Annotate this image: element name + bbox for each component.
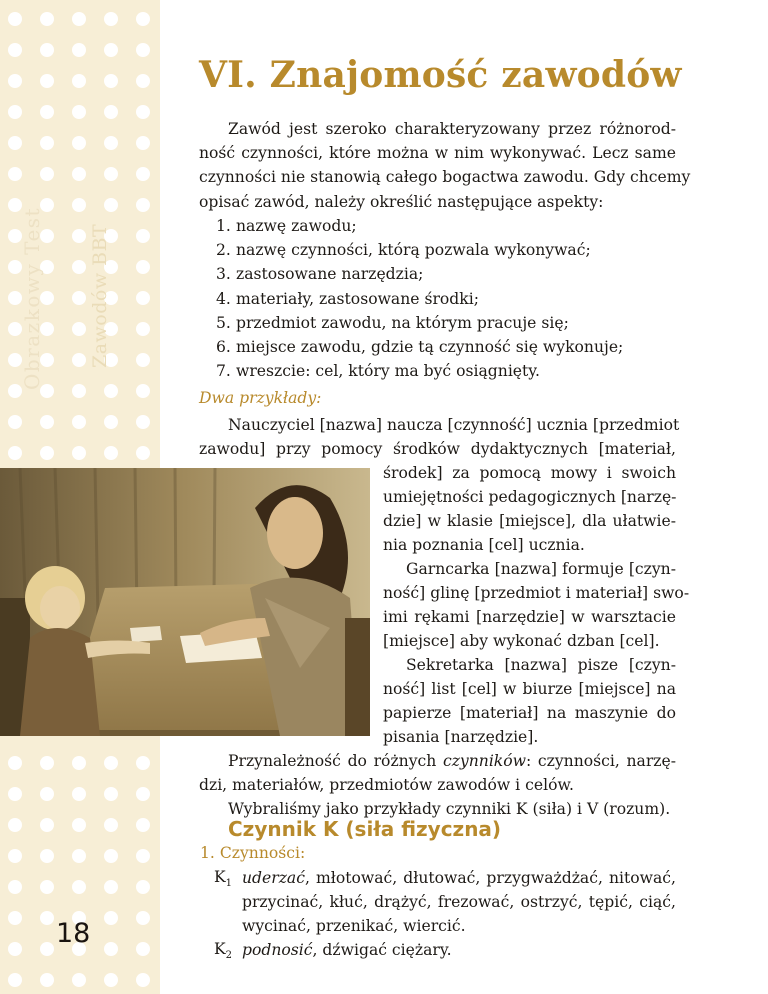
hole-dot <box>8 880 22 894</box>
hole-dot <box>40 818 54 832</box>
hole-dot <box>136 260 150 274</box>
hole-dot <box>40 942 54 956</box>
example-line: środek] za pomocą mowy i swoich <box>383 464 676 482</box>
hole-dot <box>40 849 54 863</box>
k2-line <box>242 938 676 962</box>
factor-subscript: 2 <box>225 950 233 962</box>
list-text: zastosowane narzędzia; <box>236 265 424 284</box>
hole-dot <box>104 198 118 212</box>
page-number: 18 <box>56 918 91 949</box>
hole-dot <box>8 973 22 987</box>
hole-dot <box>8 167 22 181</box>
hole-dot <box>8 12 22 26</box>
hole-dot <box>104 12 118 26</box>
list-number: 7. <box>216 362 231 381</box>
hole-dot <box>104 43 118 57</box>
hole-dot <box>136 818 150 832</box>
hole-dot <box>136 198 150 212</box>
hole-dot <box>8 74 22 88</box>
list-text: wreszcie: cel, który ma być osiągnięty. <box>236 362 540 381</box>
teacher-child-photo <box>0 468 370 736</box>
hole-dot <box>136 756 150 770</box>
hole-dot <box>40 105 54 119</box>
hole-dot <box>104 105 118 119</box>
hole-dot <box>136 787 150 801</box>
list-number: 4. <box>216 289 231 308</box>
hole-dot <box>8 911 22 925</box>
text-run: , dźwigać ciężary. <box>312 941 452 959</box>
example-line: Wybraliśmy jako przykłady czynniki K (siła) i V (rozum). <box>228 800 671 818</box>
hole-dot <box>8 43 22 57</box>
list-text: materiały, zastosowane środki; <box>236 289 479 308</box>
series-title-vertical: Obrazkowy Test <box>20 206 44 390</box>
list-number: 1. <box>216 217 231 235</box>
emphasis-text: uderzać <box>242 869 305 887</box>
hole-dot <box>104 818 118 832</box>
section-title: Czynnik K (siła fizyczna) <box>228 817 502 841</box>
example-line: nia poznania [cel] ucznia. <box>383 536 585 554</box>
hole-dot <box>104 167 118 181</box>
example-line: dzie] w klasie [miejsce], dla ułatwie- <box>383 512 676 530</box>
list-item <box>199 238 623 262</box>
hole-dot <box>136 74 150 88</box>
example-line: imi rękami [narzędzie] w warsztacie <box>383 608 676 626</box>
example-line: dzi, materiałów, przedmiotów zawodów i celów. <box>199 776 574 794</box>
hole-dot <box>8 446 22 460</box>
hole-dot <box>40 74 54 88</box>
hole-dot <box>136 973 150 987</box>
chapter-title: VI. Znajomość zawodów <box>199 54 682 96</box>
example-line: Garncarka [nazwa] formuje [czyn- <box>406 560 676 578</box>
hole-dot <box>72 756 86 770</box>
series-subtitle-vertical: Zawodów BBT <box>89 223 111 368</box>
hole-dot <box>136 105 150 119</box>
example-line: ność] list [cel] w biurze [miejsce] na <box>383 680 676 698</box>
example-line: ność] glinę [przedmiot i materiał] swo- <box>383 584 690 602</box>
factor-label-k2 <box>214 940 232 961</box>
hole-dot <box>136 322 150 336</box>
example-line: Nauczyciel [nazwa] naucza [czynność] ucznia [przedmiot <box>228 416 680 434</box>
hole-dot <box>136 942 150 956</box>
list-text: przedmiot zawodu, na którym pracuje się; <box>236 313 569 332</box>
hole-dot <box>72 973 86 987</box>
example-line: [miejsce] aby wykonać dzban [cel]. <box>383 632 660 650</box>
hole-dot <box>104 787 118 801</box>
hole-dot <box>40 415 54 429</box>
hole-dot <box>40 880 54 894</box>
hole-dot <box>104 136 118 150</box>
list-number: 6. <box>216 338 231 357</box>
example-line: umiejętności pedagogicznych [narzę- <box>383 488 677 506</box>
list-item <box>199 287 623 311</box>
hole-dot <box>104 973 118 987</box>
hole-dot <box>136 12 150 26</box>
example-line: Sekretarka [nazwa] pisze [czyn- <box>406 656 676 674</box>
list-item <box>199 335 623 359</box>
hole-dot <box>72 198 86 212</box>
hole-dot <box>72 415 86 429</box>
hole-dot <box>40 911 54 925</box>
hole-dot <box>40 136 54 150</box>
examples-heading: Dwa przykłady: <box>199 389 322 407</box>
example-line: papierze [materiał] na maszynie do <box>383 704 676 722</box>
text-run: Przynależność do różnych <box>228 752 443 770</box>
hole-dot <box>72 291 86 305</box>
text-run: , młotować, dłutować, przygważdżać, nitować, <box>304 869 676 887</box>
hole-dot <box>136 880 150 894</box>
hole-dot <box>104 415 118 429</box>
hole-dot <box>72 818 86 832</box>
hole-dot <box>136 911 150 925</box>
hole-dot <box>104 849 118 863</box>
factor-letter: K <box>214 940 226 958</box>
intro-line: czynności nie stanowią całego bogactwa zawodu. Gdy chcemy <box>199 168 691 187</box>
intro-line: ność czynności, które można w nim wykonywać. Lecz same <box>199 144 676 163</box>
hole-dot <box>72 446 86 460</box>
example-line <box>228 749 676 773</box>
hole-dot <box>136 353 150 367</box>
list-item <box>199 359 623 383</box>
list-text: nazwę czynności, którą pozwala wykonywać; <box>236 241 591 260</box>
hole-dot <box>104 911 118 925</box>
factor-label-k1 <box>214 868 232 889</box>
text-run: : czynności, narzę- <box>526 752 676 770</box>
hole-dot <box>40 12 54 26</box>
hole-dot <box>136 229 150 243</box>
list-item <box>199 214 623 238</box>
list-number: 3. <box>216 265 231 284</box>
hole-dot <box>136 446 150 460</box>
hole-dot <box>136 43 150 57</box>
list-text: nazwę zawodu; <box>236 217 357 235</box>
hole-dot <box>104 384 118 398</box>
factor-subscript: 1 <box>225 878 233 890</box>
k1-line: wycinać, przenikać, wiercić. <box>242 917 466 935</box>
hole-dot <box>136 849 150 863</box>
hole-dot <box>8 818 22 832</box>
hole-dot <box>72 12 86 26</box>
list-item <box>199 262 623 286</box>
list-item <box>199 311 623 335</box>
list-number: 5. <box>216 313 231 332</box>
hole-dot <box>136 384 150 398</box>
hole-dot <box>8 942 22 956</box>
aspects-list <box>199 214 623 383</box>
hole-dot <box>8 415 22 429</box>
hole-dot <box>136 291 150 305</box>
hole-dot <box>40 787 54 801</box>
example-line: pisania [narzędzie]. <box>383 728 539 746</box>
example-line: zawodu] przy pomocy środków dydaktycznych [materiał, <box>199 440 676 458</box>
activities-label: 1. Czynności: <box>200 844 306 862</box>
hole-dot <box>8 849 22 863</box>
hole-dot <box>8 136 22 150</box>
hole-dot <box>72 353 86 367</box>
list-text: miejsce zawodu, gdzie tą czynność się wykonuje; <box>236 338 624 357</box>
hole-dot <box>40 973 54 987</box>
hole-dot <box>72 787 86 801</box>
hole-dot <box>40 43 54 57</box>
list-number: 2. <box>216 241 231 260</box>
hole-dot <box>8 756 22 770</box>
intro-paragraph <box>199 117 691 214</box>
hole-dot <box>136 415 150 429</box>
hole-dot <box>136 167 150 181</box>
hole-dot <box>8 787 22 801</box>
k1-line: przycinać, kłuć, drążyć, frezować, ostrzyć, tępić, ciąć, <box>242 893 676 911</box>
factor-letter: K <box>214 868 226 886</box>
hole-dot <box>40 446 54 460</box>
hole-dot <box>72 849 86 863</box>
hole-dot <box>72 322 86 336</box>
hole-dot <box>72 167 86 181</box>
emphasis-text: podnosić <box>242 941 313 959</box>
hole-dot <box>8 105 22 119</box>
hole-dot <box>104 74 118 88</box>
hole-dot <box>72 384 86 398</box>
k1-line <box>242 866 676 890</box>
hole-dot <box>72 105 86 119</box>
hole-dot <box>104 942 118 956</box>
hole-dot <box>40 756 54 770</box>
hole-dot <box>104 756 118 770</box>
hole-dot <box>136 136 150 150</box>
hole-dot <box>72 136 86 150</box>
intro-line: opisać zawód, należy określić następujące aspekty: <box>199 192 604 211</box>
hole-dot <box>40 167 54 181</box>
hole-dot <box>72 260 86 274</box>
hole-dot <box>72 43 86 57</box>
hole-dot <box>72 880 86 894</box>
intro-line: Zawód jest szeroko charakteryzowany przez różnorod- <box>228 120 676 138</box>
hole-dot <box>72 229 86 243</box>
hole-dot <box>104 880 118 894</box>
emphasis-text: czynników <box>442 752 526 770</box>
hole-dot <box>72 74 86 88</box>
hole-dot <box>104 446 118 460</box>
